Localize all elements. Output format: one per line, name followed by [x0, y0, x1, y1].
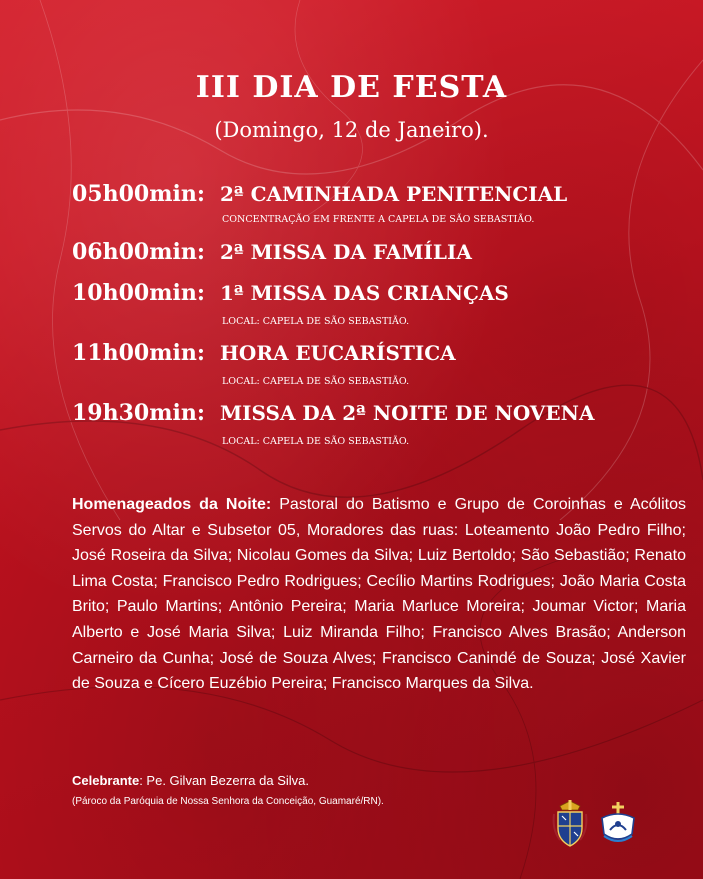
- schedule-row: [72, 181, 567, 207]
- schedule-event: 2ª CAMINHADA PENITENCIAL: [220, 182, 568, 206]
- celebrant: [72, 773, 309, 788]
- page-title: III DIA DE FESTA: [195, 70, 508, 105]
- event-date: (Domingo, 12 de Janeiro).: [214, 118, 489, 142]
- schedule-event: 2ª MISSA DA FAMÍLIA: [220, 240, 472, 264]
- schedule-event: HORA EUCARÍSTICA: [220, 341, 456, 365]
- parish-emblem-icon: [598, 802, 638, 846]
- schedule-note: CONCENTRAÇÃO EM FRENTE A CAPELA DE SÃO SEBASTIÃO.: [222, 214, 535, 225]
- schedule-time: 19h30min:: [72, 400, 205, 426]
- honorees-paragraph: [72, 492, 686, 697]
- schedule-time: 10h00min:: [72, 280, 205, 306]
- schedule-row: [72, 239, 472, 265]
- schedule-note: LOCAL: CAPELA DE SÃO SEBASTIÃO.: [222, 316, 410, 327]
- celebrant-label: Celebrante: [72, 773, 140, 788]
- schedule-time: 05h00min:: [72, 181, 205, 207]
- schedule-row: [72, 400, 594, 426]
- schedule-note: LOCAL: CAPELA DE SÃO SEBASTIÃO.: [222, 376, 410, 387]
- logos: [552, 800, 642, 850]
- celebrant-note: (Pároco da Paróquia de Nossa Senhora da Conceição, Guamaré/RN).: [72, 796, 384, 807]
- diocese-coat-of-arms-icon: [552, 800, 588, 848]
- schedule-row: [72, 340, 456, 366]
- schedule-row: [72, 280, 509, 306]
- schedule-time: 06h00min:: [72, 239, 205, 265]
- honorees-label: Homenageados da Noite:: [72, 496, 272, 513]
- schedule-event: MISSA DA 2ª NOITE DE NOVENA: [220, 401, 595, 425]
- schedule-note: LOCAL: CAPELA DE SÃO SEBASTIÃO.: [222, 436, 410, 447]
- schedule-time: 11h00min:: [72, 340, 205, 366]
- honorees-list: Pastoral do Batismo e Grupo de Coroinhas e Acólitos Servos do Altar e Subsetor 05, Moradores das ruas: Loteamento João Pedro Filho; José Roseira da Silva; Nicolau Gomes da Silva; Luiz Bertoldo; São Sebastião; Renato Lima Costa; Francisco Pedro Rodrigues; Cecílio Martins Rodrigues; João Maria Costa Brito; Paulo Martins; Antônio Pereira; Maria Marluce Moreira; Joumar Victor; Maria Alberto e José Maria Silva; Luiz Miranda Filho; Francisco Alves Brasão; Anderson Carneiro da Cunha; José de Souza Alves; Francisco Canindé de Souza; José Xavier de Souza e Cícero Euzébio Pereira; Francisco Marques da Silva.: [72, 496, 686, 693]
- schedule-event: 1ª MISSA DAS CRIANÇAS: [220, 281, 509, 305]
- celebrant-name: : Pe. Gilvan Bezerra da Silva.: [139, 773, 310, 788]
